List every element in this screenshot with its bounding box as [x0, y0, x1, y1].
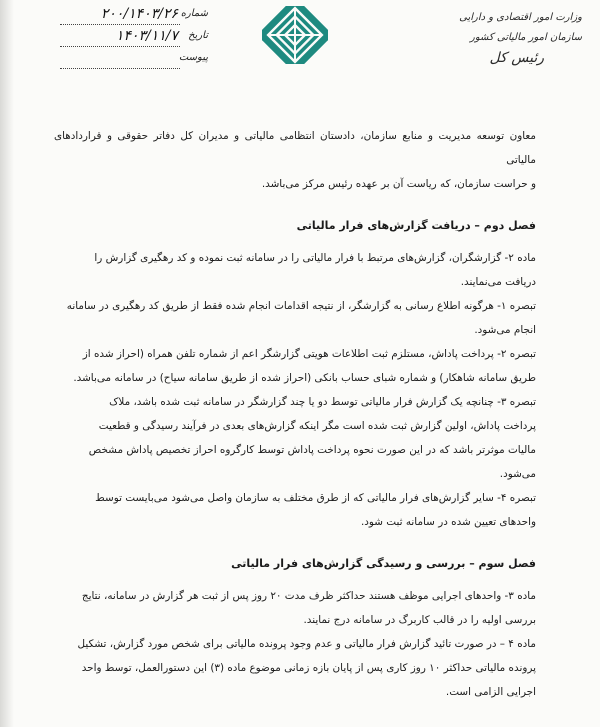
- article-4-line: پرونده مالیاتی حداکثر ۱۰ روز کاری پس از پایان بازه زمانی موضوع ماده (۳) این دستورالعمل، توسط واحد: [81, 662, 536, 674]
- tax-organization-logo-icon: [262, 6, 328, 64]
- note-2-line: تبصره ۲- پرداخت پاداش، مستلزم ثبت اطلاعات هویتی گزارشگر اعم از شماره تلفن همراه (احراز شده از: [82, 348, 536, 360]
- attachment-label: پیوست: [178, 52, 208, 63]
- section-3-heading: فصل سوم – بررسی و رسیدگی گزارش‌های فرار مالیاتی: [231, 557, 536, 570]
- note-3-line: پرداخت پاداش، اولین گزارش ثبت شده است مگر اینکه گزارش‌های بعدی در فرآیند رسیدگی و قطعیت: [98, 420, 536, 432]
- intro-line: و حراست سازمان، که ریاست آن بر عهده رئیس مرکز می‌باشد.: [261, 178, 536, 190]
- note-3-line: تبصره ۳- چنانچه یک گزارش فرار مالیاتی توسط دو یا چند گزارشگر در سامانه ثبت شده باشد، ملاک: [109, 396, 536, 408]
- note-3-line: مالیات موثرتر باشد که در این صورت نحوه پرداخت پاداش توسط کارگروه احراز تخصیص پاداش مشخص: [88, 444, 536, 456]
- attachment-dotted-line: [60, 68, 180, 69]
- note-1-line: تبصره ۱- هرگونه اطلاع رسانی به گزارشگر، از نتیجه اقدامات انجام شده فقط از طریق کد رهگیری در سامانه: [66, 300, 536, 312]
- date-row: [50, 28, 220, 50]
- number-row: [50, 6, 220, 28]
- note-1-line: انجام می‌شود.: [474, 324, 536, 336]
- note-4-line: تبصره ۴- سایر گزارش‌های فرار مالیاتی که از طرق مختلف به سازمان واصل می‌شود می‌بایست توسط: [95, 492, 536, 504]
- note-2-line: طریق سامانه شاهکار) و شماره شبای حساب بانکی (احراز شده از طریق سامانه سیاح) در سامانه می‌باشد.: [73, 372, 536, 384]
- date-dotted-line: [60, 46, 180, 47]
- number-dotted-line: [60, 24, 180, 25]
- page-edge-shadow: [0, 0, 14, 727]
- date-label: تاریخ: [188, 30, 208, 41]
- note-4-line: واحدهای تعیین شده در سامانه ثبت شود.: [360, 516, 536, 528]
- number-label: شماره: [180, 8, 208, 19]
- article-2-line: دریافت می‌نمایند.: [460, 276, 536, 288]
- ministry-header: [422, 8, 582, 68]
- date-value: ۱۴۰۳/۱۱/۷: [115, 28, 178, 44]
- letter-meta: [50, 6, 220, 72]
- intro-line: معاون توسعه مدیریت و منابع سازمان، دادستان انتظامی مالیاتی و مدیران کل دفاتر حقوقی و قراردادهای مالیاتی: [54, 130, 536, 166]
- attachment-row: [50, 50, 220, 72]
- article-3-line: ماده ۳- واحدهای اجرایی موظف هستند حداکثر ظرف مدت ۲۰ روز پس از ثبت هر گزارش در سامانه، نتایج: [81, 590, 536, 602]
- note-3-line: می‌شود.: [499, 468, 536, 480]
- article-3-line: بررسی اولیه را در قالب کاربرگ در سامانه درج نمایند.: [303, 614, 536, 626]
- article-4-line: اجرایی الزامی است.: [445, 686, 536, 698]
- ministry-line: سازمان امور مالیاتی کشور: [470, 32, 582, 43]
- letter-body: [54, 124, 536, 704]
- article-4-line: ماده ۴ – در صورت تائید گزارش فرار مالیاتی و عدم وجود پرونده مالیاتی برای شخص مورد گزارش، تشکیل: [77, 638, 536, 650]
- article-2-line: ماده ۲- گزارشگران، گزارش‌های مرتبط با فرار مالیاتی را در سامانه ثبت نموده و کد رهگیری گزارش را: [94, 252, 536, 264]
- section-2-heading: فصل دوم – دریافت گزارش‌های فرار مالیاتی: [296, 219, 536, 232]
- ministry-line: وزارت امور اقتصادی و دارایی: [459, 12, 582, 23]
- ministry-title: رئیس کل: [489, 50, 544, 66]
- number-value: ۲۰۰/۱۴۰۳/۲۶: [100, 6, 178, 22]
